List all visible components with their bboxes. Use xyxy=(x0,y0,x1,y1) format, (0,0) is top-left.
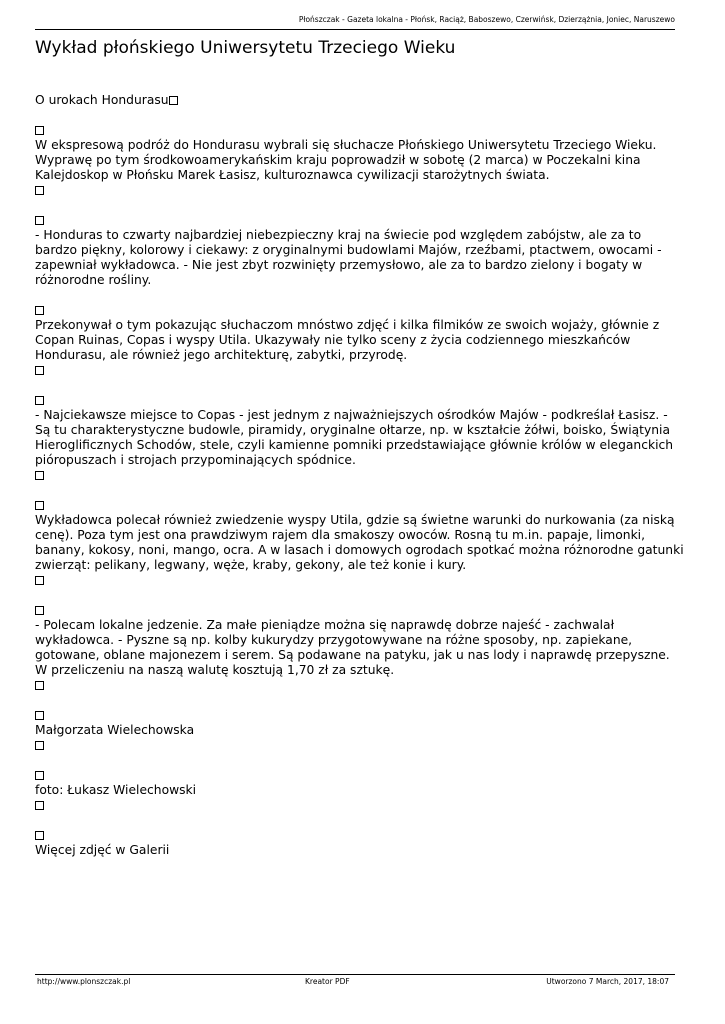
paragraph xyxy=(35,123,685,198)
missing-glyph-box xyxy=(35,396,44,405)
missing-glyph-box xyxy=(35,501,44,510)
missing-glyph-box xyxy=(35,306,44,315)
footer-generator: Kreator PDF xyxy=(305,977,350,986)
article-title: Wykład płońskiego Uniwersytetu Trzeciego Wieku xyxy=(35,38,456,58)
paragraph xyxy=(35,393,685,483)
gallery-link-block xyxy=(35,828,685,858)
subtitle-text: O urokach Hondurasu xyxy=(35,93,169,107)
missing-glyph-box xyxy=(35,711,44,720)
missing-glyph-box xyxy=(35,606,44,615)
missing-glyph-box xyxy=(35,471,44,480)
missing-glyph-box xyxy=(35,126,44,135)
photo-credit xyxy=(35,768,685,813)
paragraph xyxy=(35,213,685,288)
header-rule xyxy=(35,29,675,30)
missing-glyph-box xyxy=(35,771,44,780)
site-header: Płońszczak - Gazeta lokalna - Płońsk, Raciąż, Baboszewo, Czerwińsk, Dzierzążnia, Joniec, Naruszewo xyxy=(298,15,675,24)
photo-credit-text: foto: Łukasz Wielechowski xyxy=(35,783,197,797)
paragraph xyxy=(35,498,685,588)
missing-glyph-box xyxy=(35,366,44,375)
paragraph-text: - Najciekawsze miejsce to Copas - jest jednym z najważniejszych ośrodków Majów - podkreślał Łasisz. - Są tu charakterystyczne budowle, piramidy, oryginalne ołtarze, np. w kształcie żółwi, boisko, Świątynia Hieroglificznych Schodów, stele, czyli kamienne pomniki przedstawiające głównie królów w eleganckich pióropuszach i strojach przypominających spódnice. xyxy=(35,408,674,467)
paragraph xyxy=(35,303,685,378)
paragraph-text: Przekonywał o tym pokazując słuchaczom mnóstwo zdjęć i kilka filmików ze swoich wojaży, głównie z Copan Ruinas, Copas i wyspy Utila. Ukazywały nie tylko sceny z życia codziennego mieszkańców Hondurasu, ale również jego architekturę, zabytki, przyrodę. xyxy=(35,318,660,362)
paragraph-text: - Honduras to czwarty najbardziej niebezpieczny kraj na świecie pod względem zabójstw, ale za to bardzo piękny, kolorowy i ciekawy: z oryginalnymi budowlami Majów, rzeźbami, ptactwem, owocami - zapewniał wykładowca. - Nie jest zbyt rozwinięty przemysłowo, ale za to bardzo zielony i bogaty w różnorodne rośliny. xyxy=(35,228,662,287)
missing-glyph-box xyxy=(35,681,44,690)
missing-glyph-box xyxy=(35,216,44,225)
missing-glyph-box xyxy=(169,96,178,105)
missing-glyph-box xyxy=(35,186,44,195)
footer-created: Utworzono 7 March, 2017, 18:07 xyxy=(546,977,669,986)
footer-url[interactable]: http://www.plonszczak.pl xyxy=(37,977,131,986)
paragraph xyxy=(35,603,685,693)
missing-glyph-box xyxy=(35,801,44,810)
missing-glyph-box xyxy=(35,576,44,585)
article-body xyxy=(35,93,685,873)
article-subtitle xyxy=(35,93,685,108)
paragraph-text: - Polecam lokalne jedzenie. Za małe pieniądze można się naprawdę dobrze najeść - zachwalał wykładowca. - Pyszne są np. kolby kukurydzy przygotowywane na różne sposoby, np. zapiekane, gotowane, oblane majonezem i serem. Są podawane na patyku, jak u nas lody i naprawdę przepyszne. W przeliczeniu na naszą walutę kosztują 1,70 zł za sztukę. xyxy=(35,618,670,677)
paragraph-text: W ekspresową podróż do Hondurasu wybrali się słuchacze Płońskiego Uniwersytetu Trzeciego Wieku. Wyprawę po tym środkowoamerykańskim kraju poprowadził w sobotę (2 marca) w Poczekalni kina Kalejdoskop w Płońsku Marek Łasisz, kulturoznawca cywilizacji starożytnych świata. xyxy=(35,138,657,182)
author-name: Małgorzata Wielechowska xyxy=(35,723,195,737)
footer-rule xyxy=(35,974,675,975)
missing-glyph-box xyxy=(35,741,44,750)
missing-glyph-box xyxy=(35,831,44,840)
author-credit xyxy=(35,708,685,753)
paragraph-text: Wykładowca polecał również zwiedzenie wyspy Utila, gdzie są świetne warunki do nurkowania (za niską cenę). Poza tym jest ona prawdziwym rajem dla smakoszy owoców. Rosną tu m.in. papaje, limonki, banany, kokosy, noni, mango, ocra. A w lasach i domowych ogrodach spotkać można różnorodne gatunki zwierząt: pelikany, legwany, węże, kraby, gekony, ale też konie i kury. xyxy=(35,513,684,572)
gallery-link[interactable]: Więcej zdjęć w Galerii xyxy=(35,843,170,857)
